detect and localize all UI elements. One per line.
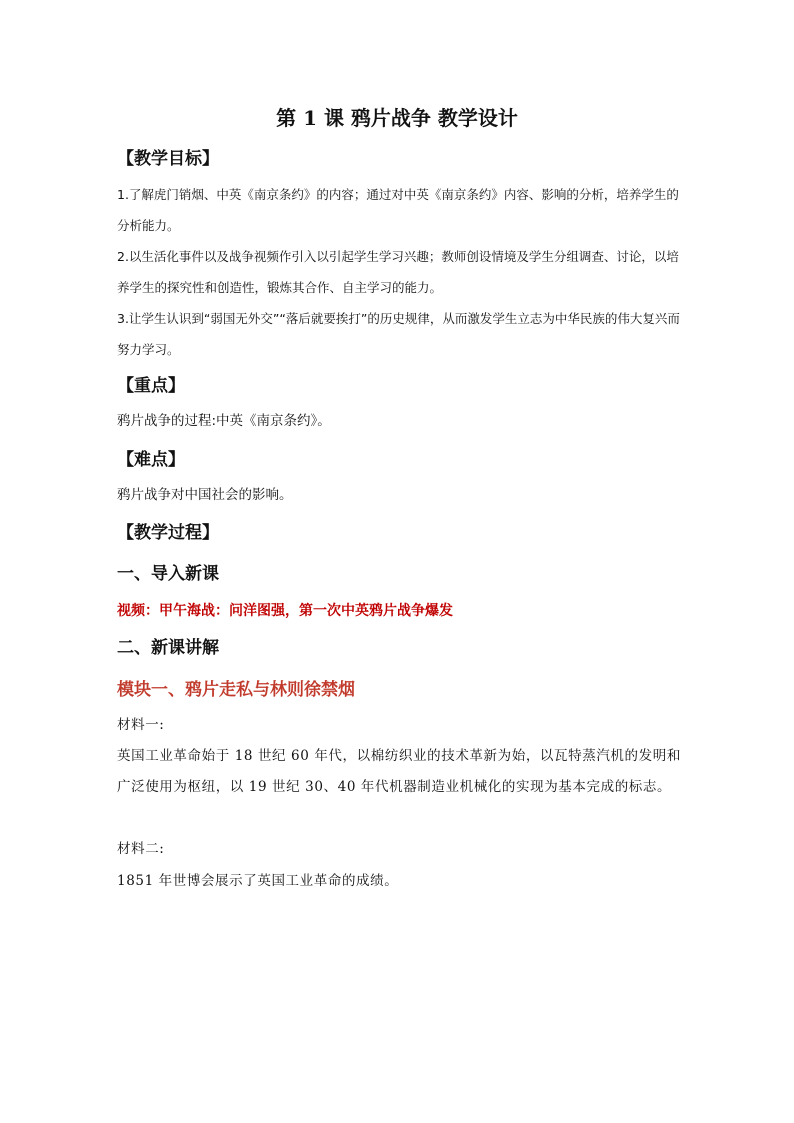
intro-heading: 一、导入新课 <box>117 564 219 584</box>
objective-item-1: 1.了解虎门销烟、中英《南京条约》的内容；通过对中英《南京条约》内容、影响的分析，培养学生的分析能力。 <box>117 187 679 233</box>
material-2-text: 1851 年世博会展示了英国工业革命的成绩。 <box>117 873 399 889</box>
difficulty-text: 鸦片战争对中国社会的影响。 <box>117 487 293 503</box>
material-2-label: 材料二: <box>117 841 165 857</box>
objective-item-2: 2.以生活化事件以及战争视频作引入以引起学生学习兴趣；教师创设情境及学生分组调查、讨论，以培养学生的探究性和创造性，锻炼其合作、自主学习的能力。 <box>117 249 679 295</box>
intro-video-line: 视频：甲午海战：问洋图强，第一次中英鸦片战争爆发 <box>117 603 453 619</box>
material-1-text: 英国工业革命始于 18 世纪 60 年代，以棉纺织业的技术革新为始，以瓦特蒸汽机的发明和广泛使用为枢纽，以 19 世纪 30、40 年代机器制造业机械化的实现为基本完成的标志。 <box>117 748 681 795</box>
material-1-label: 材料一: <box>117 717 165 733</box>
key-point-heading: 【重点】 <box>117 376 185 396</box>
objective-item-3: 3.让学生认识到“弱国无外交”“落后就要挨打”的历史规律，从而激发学生立志为中华民族的伟大复兴而努力学习。 <box>117 311 680 357</box>
objectives-heading: 【教学目标】 <box>117 149 219 169</box>
process-heading: 【教学过程】 <box>117 523 219 543</box>
page-title: 第 1 课 鸦片战争 教学设计 <box>276 106 518 130</box>
key-point-text: 鸦片战争的过程:中英《南京条约》。 <box>117 413 331 429</box>
module-1-title: 模块一、鸦片走私与林则徐禁烟 <box>117 680 355 700</box>
difficulty-heading: 【难点】 <box>117 450 185 470</box>
lecture-heading: 二、新课讲解 <box>117 638 219 658</box>
